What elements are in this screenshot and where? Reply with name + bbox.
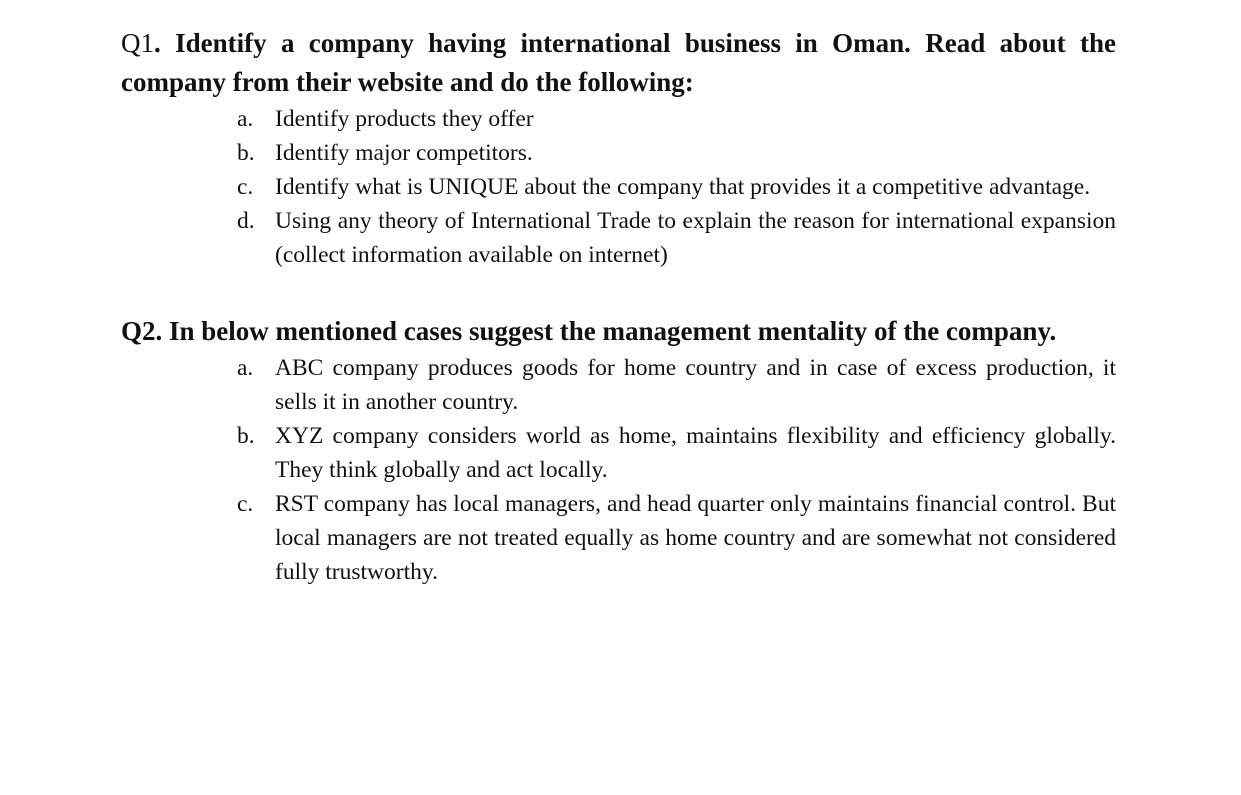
list-item [237,419,1116,487]
list-item-marker: c. [237,174,254,200]
list-item-text: XYZ company considers world as home, maintains flexibility and efficiency globally. They think globally and act locally. [275,423,1116,483]
list-item-marker: a. [237,355,254,381]
list-item [237,351,1116,419]
question-2-heading: Q2. In below mentioned cases suggest the management mentality of the company. [121,316,1057,346]
list-item-text: Identify major competitors. [275,140,533,166]
list-item-text: Identify products they offer [275,106,534,132]
question-2 [121,312,1116,589]
list-item-text: Using any theory of International Trade to explain the reason for international expansion (collect information available on internet) [275,208,1116,268]
question-1-heading [121,24,1116,102]
list-item-text: Identify what is UNIQUE about the company that provides it a competitive advantage. [275,174,1091,200]
list-item-marker: d. [237,208,255,234]
question-1-heading-text: . Identify a company having international business in Oman. Read about the company from their website and do the following: [121,28,1116,97]
list-item-marker: a. [237,106,254,132]
list-item-text: ABC company produces goods for home country and in case of excess production, it sells it in another country. [275,355,1116,415]
list-item [237,102,1116,136]
list-item [237,136,1116,170]
question-1-list [121,102,1116,272]
list-item [237,170,1116,204]
list-item-text: RST company has local managers, and head quarter only maintains financial control. But local managers are not treated equally as home country and are somewhat not considered fully trustworthy. [275,491,1116,585]
question-1-number: Q1 [121,28,154,58]
document-page [121,24,1116,589]
question-2-list [121,351,1116,589]
question-1 [121,24,1116,272]
list-item-marker: b. [237,423,255,449]
list-item [237,204,1116,272]
list-item-marker: b. [237,140,255,166]
list-item-marker: c. [237,491,254,517]
list-item [237,487,1116,589]
